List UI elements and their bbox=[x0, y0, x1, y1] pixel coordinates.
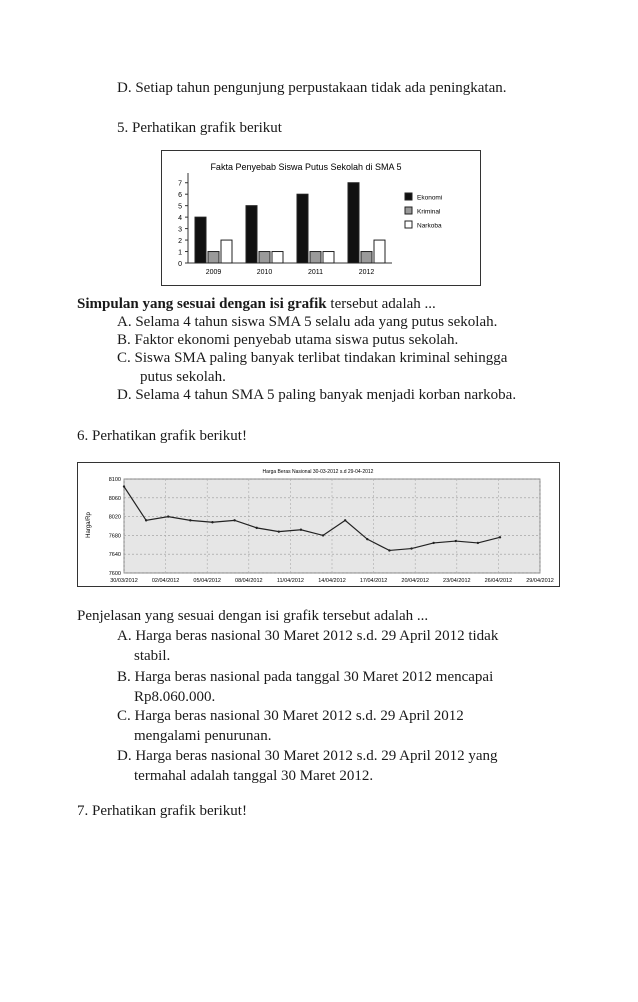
bar-ekonomi bbox=[246, 206, 257, 263]
q6-option-d-cont: termahal adalah tanggal 30 Maret 2012. bbox=[134, 768, 374, 784]
q5-option-b: B. Faktor ekonomi penyebab utama siswa putus sekolah. bbox=[117, 332, 459, 348]
price-point bbox=[300, 529, 302, 531]
price-point bbox=[145, 519, 147, 521]
bar-x-tick-label: 2009 bbox=[205, 269, 222, 276]
price-point bbox=[256, 527, 258, 529]
bar-ekonomi bbox=[195, 217, 206, 263]
bar-y-tick-label: 5 bbox=[178, 203, 182, 211]
q5-option-a: A. Selama 4 tahun siswa SMA 5 selalu ada yang putus sekolah. bbox=[117, 314, 498, 330]
q6-prompt: 6. Perhatikan grafik berikut! bbox=[77, 428, 247, 444]
q7-prompt: 7. Perhatikan grafik berikut! bbox=[77, 803, 247, 819]
line-x-tick-label: 20/04/2012 bbox=[401, 578, 429, 584]
q6-option-d: D. Harga beras nasional 30 Maret 2012 s.d. 29 April 2012 yang bbox=[117, 748, 498, 764]
bar-y-tick-label: 2 bbox=[178, 238, 182, 246]
price-point bbox=[388, 549, 390, 551]
q5-option-c: C. Siswa SMA paling banyak terlibat tindakan kriminal sehingga bbox=[117, 350, 508, 366]
q6-option-a: A. Harga beras nasional 30 Maret 2012 s.d. 29 April 2012 tidak bbox=[117, 628, 499, 644]
legend-label-kriminal: Kriminal bbox=[417, 208, 441, 216]
bar-y-tick-label: 3 bbox=[178, 226, 182, 234]
line-x-tick-label: 26/04/2012 bbox=[484, 578, 513, 584]
bar-kriminal bbox=[361, 252, 372, 263]
line-x-tick-label: 08/04/2012 bbox=[235, 578, 263, 584]
price-point bbox=[366, 538, 368, 540]
bar-x-tick-label: 2012 bbox=[358, 269, 375, 276]
legend-label-narkoba: Narkoba bbox=[417, 222, 442, 230]
bar-kriminal bbox=[259, 252, 270, 263]
line-x-tick-label: 11/04/2012 bbox=[276, 578, 304, 584]
legend-swatch-ekonomi bbox=[405, 193, 412, 200]
price-point bbox=[167, 515, 169, 517]
price-point bbox=[189, 519, 191, 521]
price-point bbox=[278, 530, 280, 532]
bar-chart-figure bbox=[161, 150, 481, 286]
q6-option-a-cont: stabil. bbox=[134, 648, 171, 664]
bar-y-tick-label: 4 bbox=[178, 215, 182, 223]
q6-option-b-cont: Rp8.060.000. bbox=[134, 689, 216, 705]
line-x-tick-label: 30/03/2012 bbox=[110, 578, 138, 584]
bar-x-tick-label: 2010 bbox=[256, 269, 273, 276]
line-x-tick-label: 05/04/2012 bbox=[193, 578, 221, 584]
line-x-tick-label: 14/04/2012 bbox=[318, 578, 346, 584]
line-x-tick-label: 29/04/2012 bbox=[526, 578, 554, 584]
bar-y-tick-label: 7 bbox=[178, 180, 182, 188]
line-y-tick-label: 8100 bbox=[108, 477, 121, 483]
price-point bbox=[410, 547, 412, 549]
price-point bbox=[432, 542, 434, 544]
q5-question-bold: Simpulan yang sesuai dengan isi grafik bbox=[77, 296, 327, 312]
line-chart-ylabel: Harga/Rp bbox=[86, 512, 92, 538]
q4-option-d: D. Setiap tahun pengunjung perpustakaan tidak ada peningkatan. bbox=[117, 80, 507, 96]
line-x-tick-label: 17/04/2012 bbox=[359, 578, 388, 584]
q5-question-rest: tersebut adalah ... bbox=[326, 296, 436, 312]
legend-label-ekonomi: Ekonomi bbox=[417, 194, 443, 202]
q5-option-c-cont: putus sekolah. bbox=[140, 369, 226, 385]
legend-swatch-kriminal bbox=[405, 207, 412, 214]
bar-ekonomi bbox=[297, 194, 308, 263]
bar-y-tick-label: 0 bbox=[178, 261, 182, 268]
price-point bbox=[123, 485, 125, 487]
line-y-tick-label: 7640 bbox=[108, 552, 121, 559]
bar-narkoba bbox=[323, 252, 334, 263]
bar-x-tick-label: 2011 bbox=[307, 269, 324, 276]
bar-y-tick-label: 6 bbox=[178, 192, 182, 200]
line-y-tick-label: 7600 bbox=[108, 571, 121, 577]
price-point bbox=[455, 540, 457, 542]
bar-chart bbox=[162, 151, 480, 285]
bar-chart-title: Fakta Penyebab Siswa Putus Sekolah di SMA 5 bbox=[210, 162, 402, 172]
price-point bbox=[233, 519, 235, 521]
price-point bbox=[344, 519, 346, 521]
bar-kriminal bbox=[208, 252, 219, 263]
line-y-tick-label: 7680 bbox=[108, 533, 121, 540]
q6-option-c-cont: mengalami penurunan. bbox=[134, 728, 272, 744]
line-chart-figure bbox=[77, 462, 560, 587]
q5-option-d: D. Selama 4 tahun SMA 5 paling banyak menjadi korban narkoba. bbox=[117, 387, 517, 403]
price-point bbox=[322, 534, 324, 536]
legend-swatch-narkoba bbox=[405, 221, 412, 228]
bar-kriminal bbox=[310, 252, 321, 263]
bar-y-tick-label: 1 bbox=[178, 249, 182, 257]
bar-ekonomi bbox=[348, 183, 359, 263]
line-x-tick-label: 23/04/2012 bbox=[443, 578, 471, 584]
bar-narkoba bbox=[221, 240, 232, 263]
q6-option-c: C. Harga beras nasional 30 Maret 2012 s.d. 29 April 2012 bbox=[117, 708, 464, 724]
q5-question bbox=[77, 295, 436, 313]
q6-question: Penjelasan yang sesuai dengan isi grafik tersebut adalah ... bbox=[77, 608, 429, 624]
line-x-tick-label: 02/04/2012 bbox=[151, 578, 180, 584]
line-chart-title: Harga Beras Nasional 30-03-2012 s.d 29-04-2012 bbox=[262, 469, 374, 475]
line-y-tick-label: 8020 bbox=[108, 514, 121, 521]
line-plot-area bbox=[124, 479, 540, 573]
q6-option-b: B. Harga beras nasional pada tanggal 30 Maret 2012 mencapai bbox=[117, 669, 494, 685]
price-point bbox=[211, 521, 213, 523]
line-y-tick-label: 8060 bbox=[108, 495, 121, 502]
q5-prompt: 5. Perhatikan grafik berikut bbox=[117, 120, 282, 136]
price-point bbox=[499, 536, 501, 538]
line-chart bbox=[78, 463, 559, 586]
bar-narkoba bbox=[272, 252, 283, 263]
price-point bbox=[477, 542, 479, 544]
bar-narkoba bbox=[374, 240, 385, 263]
